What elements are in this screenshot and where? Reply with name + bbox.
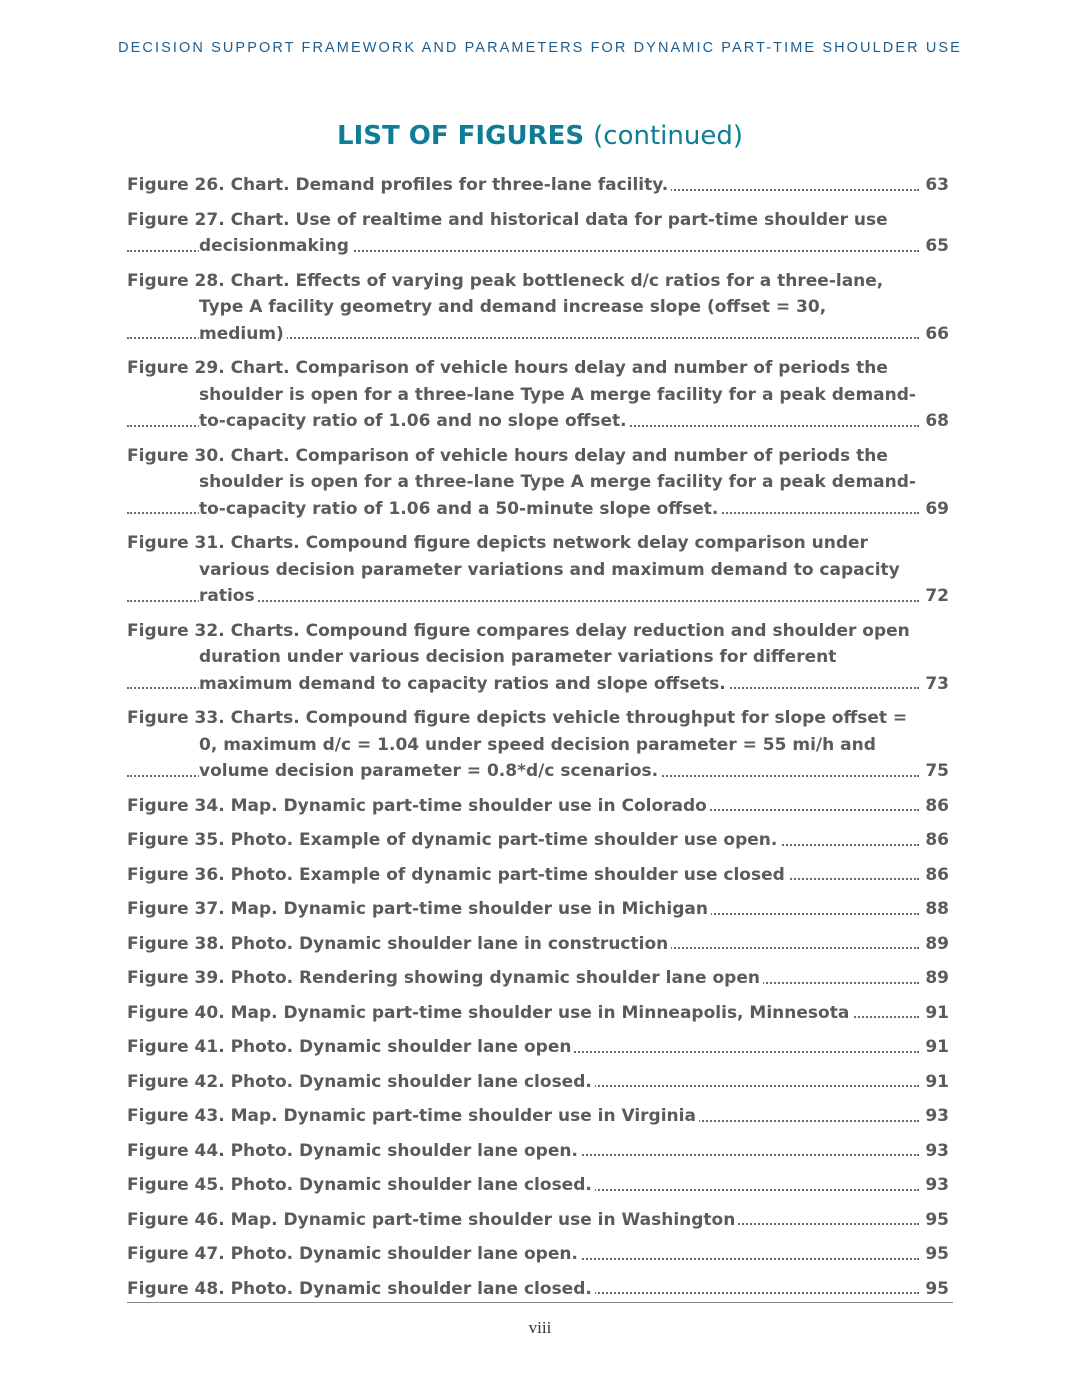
figure-entry[interactable]	[127, 931, 949, 958]
title-continued: (continued)	[593, 121, 743, 151]
figure-page-number: 91	[925, 1002, 949, 1023]
figure-page-number: 95	[925, 1278, 949, 1299]
figure-caption: Figure 28. Chart. Effects of varying peak bottleneck d/c ratios for a three-lane, Type A facility geometry and demand increase slope (offset = 30, medium)	[127, 270, 884, 344]
figure-caption: Figure 39. Photo. Rendering showing dynamic shoulder lane open	[127, 968, 763, 988]
figure-caption: Figure 36. Photo. Example of dynamic part-time shoulder use closed	[127, 865, 788, 885]
figure-caption: Figure 31. Charts. Compound figure depicts network delay comparison under various decision parameter variations and maximum demand to capacity ratios	[127, 533, 900, 606]
figure-caption: Figure 44. Photo. Dynamic shoulder lane open.	[127, 1141, 581, 1161]
figure-caption: Figure 40. Map. Dynamic part-time shoulder use in Minneapolis, Minnesota	[127, 1003, 852, 1023]
running-header: DECISION SUPPORT FRAMEWORK AND PARAMETERS FOR DYNAMIC PART-TIME SHOULDER USE	[118, 40, 962, 56]
figure-page-number: 63	[925, 175, 949, 195]
figure-page-number: 89	[925, 933, 949, 954]
figure-caption: Figure 35. Photo. Example of dynamic part-time shoulder use open.	[127, 830, 780, 850]
figure-page-number: 86	[925, 795, 949, 816]
figure-entry[interactable]	[127, 1276, 949, 1303]
figure-caption: Figure 33. Charts. Compound figure depicts vehicle throughput for slope offset = 0, maximum d/c = 1.04 under speed decision parameter = 55 mi/h and volume decision parameter = 0.8*d/c scenarios.	[127, 708, 908, 781]
figure-page-number: 93	[925, 1106, 949, 1126]
figure-caption: Figure 41. Photo. Dynamic shoulder lane open	[127, 1037, 574, 1057]
figure-page-number: 86	[925, 864, 949, 885]
figure-caption: Figure 38. Photo. Dynamic shoulder lane in construction	[127, 934, 671, 954]
figure-caption: Figure 46. Map. Dynamic part-time shoulder use in Washington	[127, 1210, 738, 1230]
figure-caption: Figure 37. Map. Dynamic part-time shoulder use in Michigan	[127, 899, 711, 919]
figure-entry[interactable]	[127, 172, 949, 199]
figure-caption: Figure 42. Photo. Dynamic shoulder lane closed.	[127, 1072, 595, 1092]
figure-page-number: 93	[925, 1175, 949, 1195]
figure-page-number: 75	[925, 761, 949, 781]
figure-list	[127, 172, 949, 1310]
figure-page-number: 88	[925, 899, 949, 919]
figure-entry[interactable]	[127, 530, 949, 610]
figure-caption: Figure 26. Chart. Demand profiles for three-lane facility.	[127, 175, 671, 195]
figure-page-number: 95	[925, 1244, 949, 1264]
figure-entry[interactable]	[127, 1034, 949, 1061]
figure-caption: Figure 27. Chart. Use of realtime and historical data for part-time shoulder use decisionmaking	[127, 209, 888, 256]
figure-page-number: 91	[925, 1071, 949, 1092]
figure-entry[interactable]	[127, 1172, 949, 1199]
figure-entry[interactable]	[127, 1138, 949, 1165]
figure-page-number: 73	[925, 673, 949, 694]
figure-page-number: 93	[925, 1140, 949, 1161]
footer-divider	[127, 1302, 953, 1303]
figure-entry[interactable]	[127, 862, 949, 889]
figure-entry[interactable]	[127, 896, 949, 923]
figure-entry[interactable]	[127, 965, 949, 992]
figure-entry[interactable]	[127, 827, 949, 854]
figure-caption: Figure 47. Photo. Dynamic shoulder lane open.	[127, 1244, 581, 1264]
figure-caption: Figure 43. Map. Dynamic part-time shoulder use in Virginia	[127, 1106, 699, 1126]
figure-caption: Figure 48. Photo. Dynamic shoulder lane closed.	[127, 1279, 595, 1299]
figure-entry[interactable]	[127, 793, 949, 820]
figure-page-number: 89	[925, 968, 949, 988]
figure-entry[interactable]	[127, 355, 949, 435]
figure-page-number: 91	[925, 1037, 949, 1057]
figure-page-number: 86	[925, 830, 949, 850]
figure-caption: Figure 32. Charts. Compound figure compares delay reduction and shoulder open duration under various decision parameter variations for different maximum demand to capacity ratios and slope offsets.	[127, 620, 910, 694]
figure-page-number: 68	[925, 411, 949, 431]
figure-page-number: 72	[925, 586, 949, 606]
figure-caption: Figure 30. Chart. Comparison of vehicle hours delay and number of periods the shoulder is open for a three-lane Type A merge facility for a peak demand-to-capacity ratio of 1.06 and a 50-minute slope offset.	[127, 445, 916, 519]
figure-entry[interactable]	[127, 207, 949, 260]
figure-entry[interactable]	[127, 618, 949, 698]
figure-entry[interactable]	[127, 1069, 949, 1096]
figure-page-number: 65	[925, 236, 949, 256]
figure-caption: Figure 45. Photo. Dynamic shoulder lane closed.	[127, 1175, 595, 1195]
title-main: LIST OF FIGURES	[337, 121, 585, 151]
figure-entry[interactable]	[127, 443, 949, 523]
figure-entry[interactable]	[127, 1103, 949, 1130]
figure-entry[interactable]	[127, 1000, 949, 1027]
figure-page-number: 69	[925, 498, 949, 519]
figure-entry[interactable]	[127, 268, 949, 348]
figure-caption: Figure 34. Map. Dynamic part-time shoulder use in Colorado	[127, 796, 710, 816]
page-title	[0, 121, 1080, 151]
figure-page-number: 66	[925, 323, 949, 344]
figure-entry[interactable]	[127, 1241, 949, 1268]
figure-entry[interactable]	[127, 1207, 949, 1234]
figure-page-number: 95	[925, 1209, 949, 1230]
figure-entry[interactable]	[127, 705, 949, 785]
page-number: viii	[528, 1318, 552, 1337]
figure-caption: Figure 29. Chart. Comparison of vehicle hours delay and number of periods the shoulder is open for a three-lane Type A merge facility for a peak demand-to-capacity ratio of 1.06 and no slope offset.	[127, 358, 916, 431]
